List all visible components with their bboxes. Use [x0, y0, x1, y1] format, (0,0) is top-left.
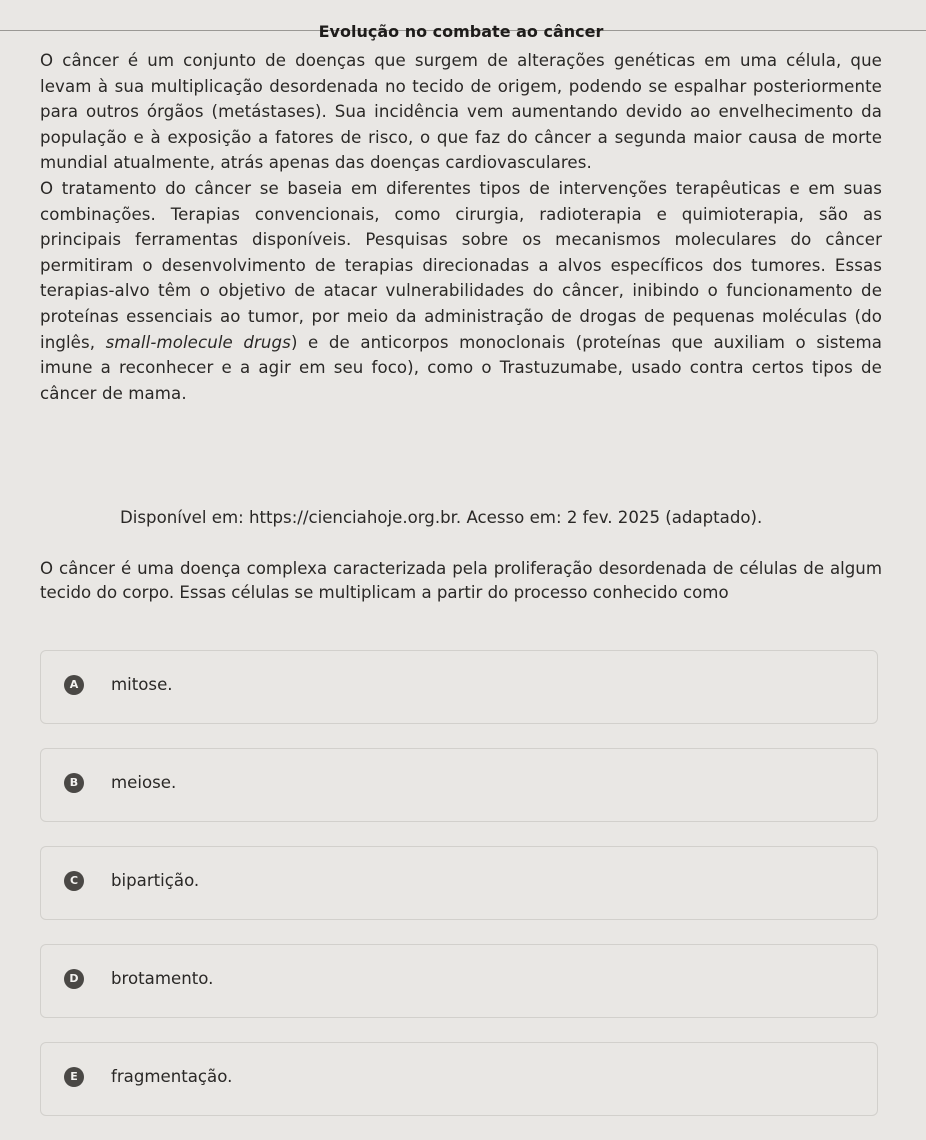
passage-paragraph-1: O câncer é um conjunto de doenças que surgem de alterações genéticas em uma célula, que levam à sua multiplicação desordenada no tecido de origem, podendo se espalhar posteriormente para outros órgãos (metástases). Sua incidência vem aumentando devido ao envelhecimento da população e à exposição a fatores de risco, o que faz do câncer a segunda maior causa de morte mundial atualmente, atrás apenas das doenças cardiovasculares. [40, 51, 882, 173]
option-b-letter-badge: B [64, 773, 84, 793]
passage-paragraph-2 [40, 176, 882, 406]
option-e-letter-badge: E [64, 1067, 84, 1087]
option-c-text: bipartição. [111, 871, 200, 890]
option-a-letter-badge: A [64, 675, 84, 695]
answer-options [40, 650, 878, 1140]
passage [40, 22, 882, 406]
option-d[interactable] [40, 944, 878, 1018]
option-e-text: fragmentação. [111, 1067, 233, 1086]
option-d-letter-badge: D [64, 969, 84, 989]
option-c[interactable] [40, 846, 878, 920]
option-e[interactable] [40, 1042, 878, 1116]
paragraph-2-italic-term: small-molecule drugs [105, 332, 291, 352]
paragraph-2-text-end: ) e de anticorpos monoclonais (proteínas que auxiliam o sistema imune a reconhecer e a agir em seu foco), como o Trastuzumabe, usado contra certos tipos de câncer de mama. [40, 332, 883, 403]
option-a-text: mitose. [111, 675, 173, 694]
option-a[interactable] [40, 650, 878, 724]
option-c-letter-badge: C [64, 871, 84, 891]
source-citation: Disponível em: https://cienciahoje.org.br. Acesso em: 2 fev. 2025 (adaptado). [120, 508, 763, 527]
paragraph-2-text-start: O tratamento do câncer se baseia em diferentes tipos de intervenções terapêuticas e em suas combinações. Terapias convencionais, como cirurgia, radioterapia e quimioterapia, são as principais ferramentas disponíveis. Pesquisas sobre os mecanismos moleculares do câncer permitiram o desenvolvimento de terapias direcionadas a alvos específicos dos tumores. Essas terapias-alvo têm o objetivo de atacar vulnerabilidades do câncer, inibindo o funcionamento de proteínas essenciais ao tumor, por meio da administração de drogas de pequenas moléculas (do inglês, [40, 178, 882, 352]
option-d-text: brotamento. [111, 969, 214, 988]
question-stem: O câncer é uma doença complexa caracterizada pela proliferação desordenada de células de algum tecido do corpo. Essas células se multiplicam a partir do processo conhecido como [40, 559, 882, 602]
option-b-text: meiose. [111, 773, 177, 792]
passage-title: Evolução no combate ao câncer [318, 22, 604, 41]
option-b[interactable] [40, 748, 878, 822]
